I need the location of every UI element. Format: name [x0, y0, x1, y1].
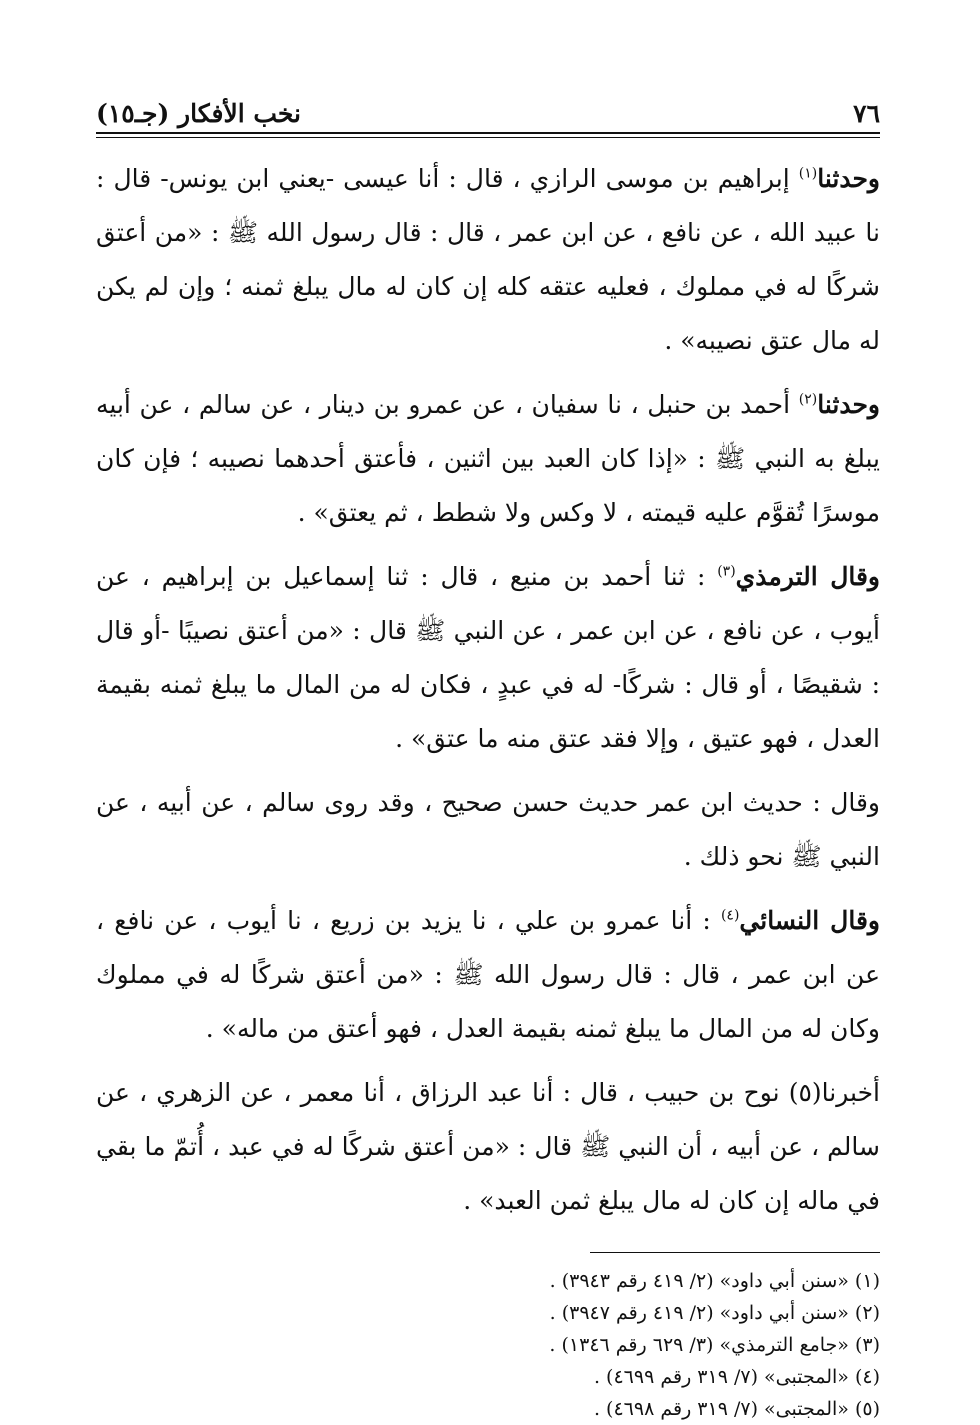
paragraph-2: [96, 378, 880, 540]
paragraph-text: إبراهيم بن موسى الرازي ، قال : أنا عيسى -يعني ابن يونس- قال : نا عبيد الله ، عن نافع ، عن ابن عمر ، قال : قال رسول الله ﷺ : «من أعتق شركًا له في مملوك ، فعليه عتقه كله إن كان له مال يبلغ ثمنه ؛ وإن لم يكن له مال عتق نصيبه» .: [96, 164, 880, 355]
footnote-5: (٥) «المجتبى» (٧/ ٣١٩ رقم ٤٦٩٨) .: [593, 1398, 880, 1420]
paragraph-text: : ثنا أحمد بن منيع ، قال : ثنا إسماعيل بن إبراهيم ، عن أيوب ، عن نافع ، عن ابن عمر ، عن النبي ﷺ قال : «من أعتق نصيبًا -أو قال : شقيصًا ، أو قال : شركًا- له في عبدٍ ، فكان له من المال ما يبلغ ثمنه بقيمة العدل ، فهو عتيق ، وإلا فقد عتق منه ما عتق» .: [96, 562, 880, 753]
main-text: [96, 152, 880, 1228]
running-title: نخب الأفكار (جـ١٥): [96, 99, 302, 128]
footnote-separator: [590, 1252, 880, 1253]
paragraph-lead: وحدثنا: [817, 390, 880, 419]
footnote-3: (٣) «جامع الترمذي» (٣/ ٦٢٩ رقم ١٣٤٦) .: [549, 1334, 880, 1356]
footnote-ref: (٣): [717, 563, 736, 580]
footnote-1: (١) «سنن أبي داود» (٢/ ٤١٩ رقم ٣٩٤٣) .: [549, 1270, 880, 1292]
paragraph-text: وقال : حديث ابن عمر حديث حسن صحيح ، وقد روى سالم ، عن أبيه ، عن النبي ﷺ نحو ذلك .: [96, 788, 880, 871]
paragraph-6: [96, 1066, 880, 1228]
book-page: [96, 88, 880, 1425]
paragraph-4: [96, 776, 880, 884]
header-rule: [96, 132, 880, 138]
paragraph-text: : أنا عمرو بن علي ، نا يزيد بن زريع ، نا أيوب ، عن نافع ، عن ابن عمر ، قال : قال رسول الله ﷺ : «من أعتق شركًا له في مملوك وكان له من المال ما يبلغ ثمنه بقيمة العدل ، فهو أعتق من ماله» .: [96, 906, 880, 1043]
footnote-4: (٤) «المجتبى» (٧/ ٣١٩ رقم ٤٦٩٩) .: [593, 1366, 880, 1388]
page-header: [96, 88, 880, 128]
paragraph-text: أحمد بن حنبل ، نا سفيان ، عن عمرو بن دينار ، عن سالم ، عن أبيه يبلغ به النبي ﷺ : «إذا كان العبد بين اثنين ، فأعتق أحدهما نصيبه ؛ فإن كان موسرًا تُقوَّم عليه قيمته ، لا وكس ولا شطط ، ثم يعتق» .: [96, 390, 880, 527]
paragraph-text: أخبرنا(٥) نوح بن حبيب ، قال : أنا عبد الرزاق ، أنا معمر ، عن الزهري ، عن سالم ، عن أبيه ، أن النبي ﷺ قال : «من أعتق شركًا له في عبد ، أُتمّ ما بقي في ماله إن كان له مال يبلغ ثمن العبد» .: [96, 1078, 880, 1215]
footnote-2: (٢) «سنن أبي داود» (٢/ ٤١٩ رقم ٣٩٤٧) .: [549, 1302, 880, 1324]
footnote-ref: (٢): [798, 391, 818, 408]
footnotes: [96, 1265, 880, 1425]
page-number: ٧٦: [853, 99, 880, 128]
paragraph-5: [96, 894, 880, 1056]
paragraph-lead: وقال النسائي: [739, 906, 880, 935]
footnote-ref: (٤): [720, 907, 740, 924]
paragraph-lead: وحدثنا: [817, 164, 880, 193]
paragraph-1: [96, 152, 880, 368]
footnote-ref: (١): [798, 165, 818, 182]
paragraph-3: [96, 550, 880, 766]
paragraph-lead: وقال الترمذي: [735, 562, 880, 591]
